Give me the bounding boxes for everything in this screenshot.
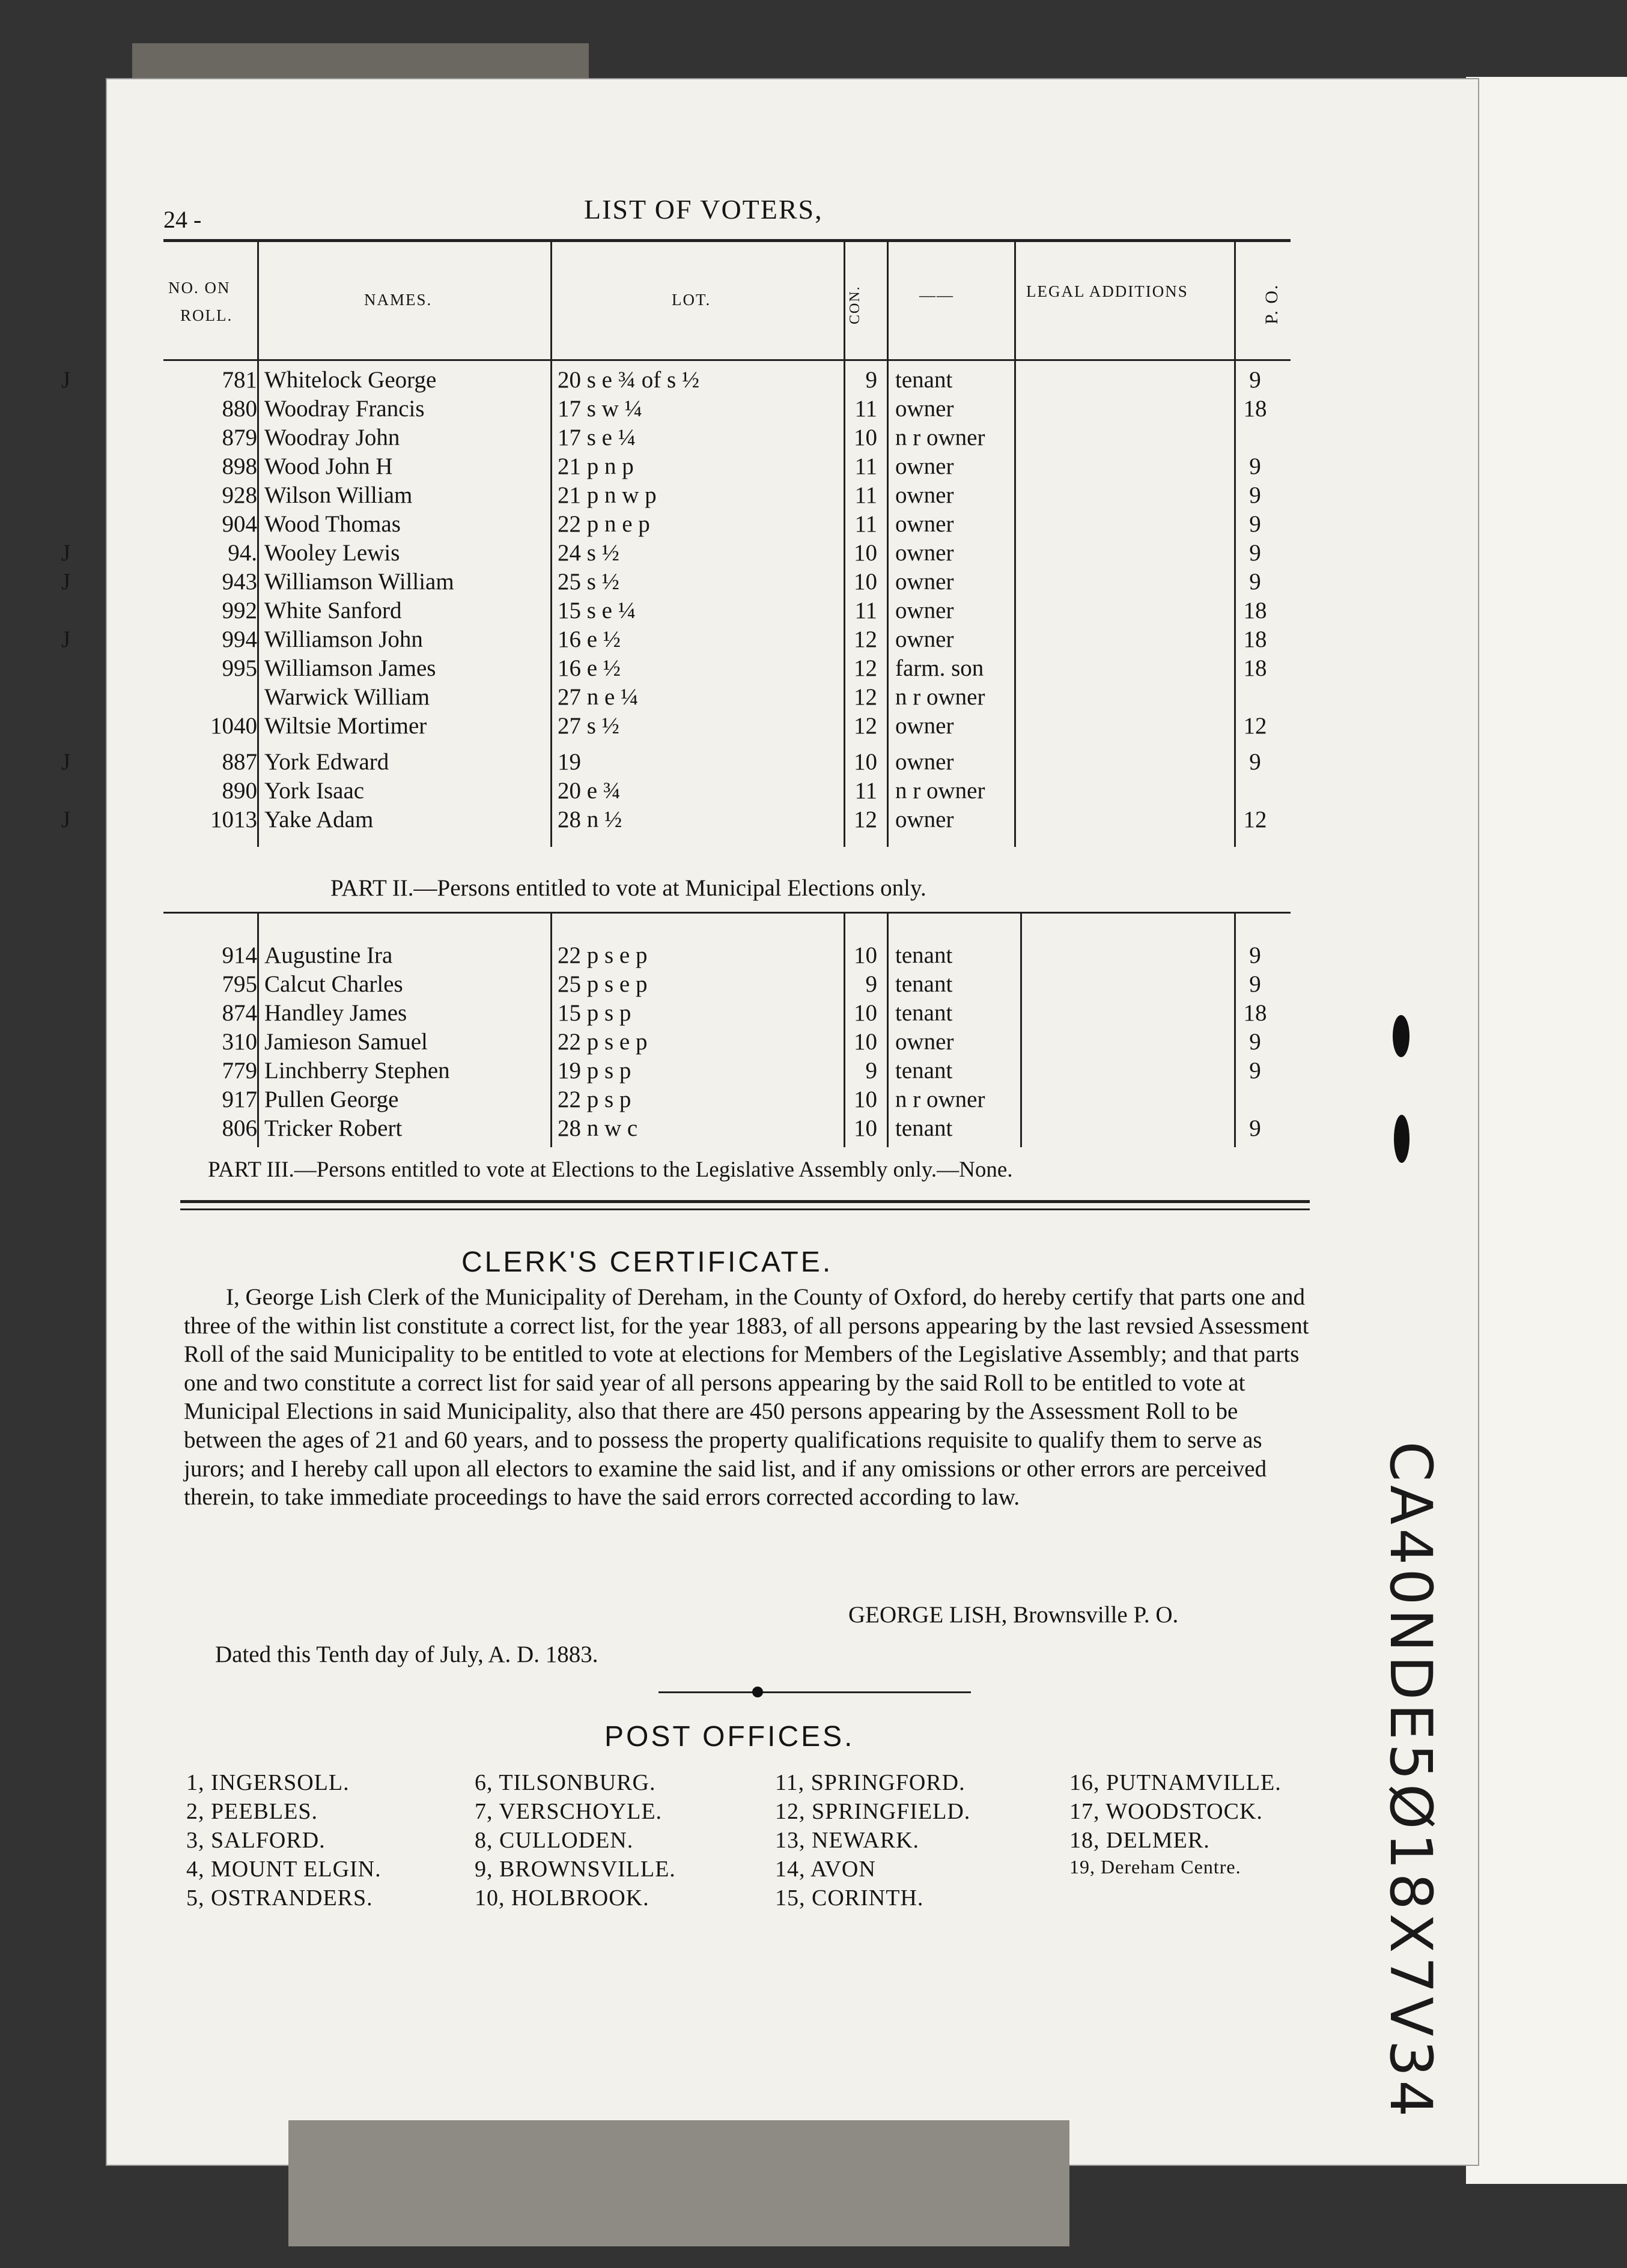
cell-no: 781 [222, 367, 257, 393]
cell-name: Williamson William [264, 569, 454, 595]
header-dash: —— [919, 286, 954, 304]
post-office-item: 3, SALFORD. [186, 1828, 326, 1853]
cell-name: Handley James [264, 1000, 407, 1026]
cell-lot: 22 p n e p [558, 511, 650, 537]
table-row [0, 1086, 1371, 1115]
cell-con: 12 [854, 655, 877, 681]
table-top-rule [163, 239, 1291, 242]
cell-no: 880 [222, 396, 257, 422]
cell-po: 12 [1243, 807, 1267, 832]
table-row [0, 971, 1371, 999]
post-office-item: 5, OSTRANDERS. [186, 1885, 373, 1911]
cell-po: 9 [1249, 482, 1261, 508]
cell-no: 310 [222, 1029, 257, 1055]
table-row [0, 806, 1371, 835]
post-office-item: 4, MOUNT ELGIN. [186, 1857, 382, 1882]
cell-lot: 19 p s p [558, 1058, 631, 1084]
cell-lot: 20 e ¾ [558, 778, 621, 804]
cell-name: Woodray Francis [264, 396, 425, 422]
cell-con: 10 [854, 1087, 877, 1112]
cell-lot: 22 p s p [558, 1087, 631, 1112]
cell-status: tenant [895, 367, 953, 393]
table-row [0, 424, 1371, 453]
cell-status: owner [895, 453, 954, 479]
cell-no: 94. [228, 540, 257, 566]
cell-name: Woodray John [264, 425, 400, 450]
post-office-item: 12, SPRINGFIELD. [775, 1799, 971, 1824]
page-title: LIST OF VOTERS, [584, 194, 823, 225]
header-roll: ROLL. [180, 306, 233, 324]
post-office-item: 16, PUTNAMVILLE. [1069, 1770, 1282, 1795]
table-row [0, 748, 1371, 777]
part3-heading: PART III.—Persons entitled to vote at Elections to the Legislative Assembly only.—None. [208, 1157, 1013, 1182]
table-row [0, 999, 1371, 1028]
cell-no: 874 [222, 1000, 257, 1026]
table-row [0, 777, 1371, 806]
cell-lot: 16 e ½ [558, 626, 621, 652]
cell-po: 18 [1243, 1000, 1267, 1026]
cell-lot: 16 e ½ [558, 655, 621, 681]
cell-status: n r owner [895, 684, 985, 710]
table-row [0, 712, 1371, 741]
cell-name: Williamson John [264, 626, 423, 652]
cell-name: Linchberry Stephen [264, 1058, 450, 1084]
cell-con: 11 [854, 482, 877, 508]
cell-no: 1040 [210, 713, 257, 739]
cell-po: 9 [1249, 942, 1261, 968]
table-row [0, 597, 1371, 626]
cell-status: tenant [895, 1058, 953, 1084]
table-row [0, 366, 1371, 395]
cell-lot: 19 [558, 749, 581, 775]
cell-po: 18 [1243, 598, 1267, 623]
post-office-item: 19, Dereham Centre. [1069, 1856, 1241, 1878]
post-office-item: 7, VERSCHOYLE. [475, 1799, 663, 1824]
cell-status: n r owner [895, 425, 985, 450]
cell-po: 9 [1249, 511, 1261, 537]
cell-po: 12 [1243, 713, 1267, 739]
cell-po: 9 [1249, 749, 1261, 775]
cell-con: 12 [854, 626, 877, 652]
cell-con: 10 [854, 1000, 877, 1026]
table-row [0, 1057, 1371, 1086]
cell-flag: J [61, 807, 71, 832]
cell-lot: 21 p n w p [558, 482, 657, 508]
certificate-body [184, 1283, 1319, 1512]
cell-no: 890 [222, 778, 257, 804]
double-rule-top [180, 1200, 1310, 1203]
post-office-item: 8, CULLODEN. [475, 1828, 634, 1853]
cell-lot: 22 p s e p [558, 1029, 648, 1055]
cell-no: 995 [222, 655, 257, 681]
cell-status: owner [895, 713, 954, 739]
cell-lot: 22 p s e p [558, 942, 648, 968]
bottom-tape [288, 2120, 1069, 2246]
post-office-item: 1, INGERSOLL. [186, 1770, 350, 1795]
cell-con: 12 [854, 807, 877, 832]
post-office-item: 17, WOODSTOCK. [1069, 1799, 1263, 1824]
header-con: CON. [847, 285, 863, 324]
cell-flag: J [61, 626, 71, 652]
handwritten-annotation: CA40NDE5Ø18X7V34 [1377, 1441, 1444, 2121]
cell-con: 11 [854, 453, 877, 479]
post-office-item: 9, BROWNSVILLE. [475, 1857, 676, 1882]
cell-name: Augustine Ira [264, 942, 393, 968]
cell-status: owner [895, 569, 954, 595]
table-row [0, 1115, 1371, 1144]
cell-lot: 20 s e ¾ of s ½ [558, 367, 700, 393]
certificate-title: CLERK'S CERTIFICATE. [461, 1246, 833, 1278]
cell-no: 928 [222, 482, 257, 508]
cell-status: owner [895, 482, 954, 508]
cell-flag: J [61, 569, 71, 595]
table-row [0, 684, 1371, 712]
cell-po: 18 [1243, 626, 1267, 652]
cell-con: 10 [854, 569, 877, 595]
ornament-rule [658, 1691, 971, 1693]
cell-lot: 24 s ½ [558, 540, 619, 566]
cell-con: 10 [854, 425, 877, 450]
cell-status: owner [895, 540, 954, 566]
cell-con: 11 [854, 511, 877, 537]
cell-status: owner [895, 598, 954, 623]
cell-name: Wiltsie Mortimer [264, 713, 427, 739]
cell-name: White Sanford [264, 598, 402, 623]
cell-status: owner [895, 807, 954, 832]
cell-status: tenant [895, 971, 953, 997]
post-office-item: 6, TILSONBURG. [475, 1770, 656, 1795]
cell-po: 9 [1249, 1029, 1261, 1055]
ink-smudge-lower [1394, 1115, 1410, 1163]
ink-smudge-upper [1393, 1015, 1410, 1057]
cell-con: 12 [854, 684, 877, 710]
table-row [0, 453, 1371, 482]
cell-status: farm. son [895, 655, 984, 681]
cell-no: 943 [222, 569, 257, 595]
cell-con: 11 [854, 396, 877, 422]
table-row [0, 655, 1371, 684]
cell-flag: J [61, 540, 71, 566]
cell-po: 9 [1249, 1115, 1261, 1141]
table-row [0, 626, 1371, 655]
cell-no: 1013 [210, 807, 257, 832]
cell-lot: 25 p s e p [558, 971, 648, 997]
header-no-on: NO. ON [168, 279, 231, 297]
certificate-signature: GEORGE LISH, Brownsville P. O. [848, 1602, 1179, 1628]
cell-status: owner [895, 626, 954, 652]
cell-name: Pullen George [264, 1087, 399, 1112]
post-office-item: 2, PEEBLES. [186, 1799, 318, 1824]
cell-name: Wood Thomas [264, 511, 401, 537]
cell-name: York Isaac [264, 778, 365, 804]
cell-no: 992 [222, 598, 257, 623]
cell-lot: 17 s e ¼ [558, 425, 636, 450]
cell-name: Wooley Lewis [264, 540, 400, 566]
cell-no: 795 [222, 971, 257, 997]
post-office-item: 18, DELMER. [1069, 1828, 1210, 1853]
cell-no: 904 [222, 511, 257, 537]
header-names: NAMES. [364, 291, 433, 309]
cell-con: 10 [854, 749, 877, 775]
cell-name: Tricker Robert [264, 1115, 403, 1141]
cell-lot: 27 s ½ [558, 713, 619, 739]
cell-name: Warwick William [264, 684, 430, 710]
cell-name: Whitelock George [264, 367, 437, 393]
cell-lot: 17 s w ¼ [558, 396, 642, 422]
table-row [0, 482, 1371, 511]
cell-po: 9 [1249, 971, 1261, 997]
cell-name: Williamson James [264, 655, 436, 681]
cell-con: 10 [854, 1029, 877, 1055]
table-row [0, 942, 1371, 971]
cell-status: owner [895, 749, 954, 775]
cell-status: owner [895, 511, 954, 537]
cell-lot: 15 s e ¼ [558, 598, 636, 623]
cell-lot: 15 p s p [558, 1000, 631, 1026]
cell-no: 917 [222, 1087, 257, 1112]
certificate-text: I, George Lish Clerk of the Municipality of Dereham, in the County of Oxford, do hereby certify that parts one and three of the within list constitute a correct list, for the year 1883, of all persons appearing by the last revsied Assessment Roll of the said Municipality to be entitled to vote at elections for Members of the Legislative Assembly; and that parts one and two constitute a correct list for said year of all persons appearing by the said Roll to be entitled to vote at Municipal Elections in said Municipality, also that there are 450 persons appearing by the Assessment Roll to be between the ages of 21 and 60 years, and to possess the property qualifications requisite to qualify them to serve as jurors; and I hereby call upon all electors to examine the said list, and if any omissions or other errors are perceived therein, to take immediate proceedings to have the said errors corrected according to law. [184, 1284, 1309, 1511]
cell-po: 9 [1249, 540, 1261, 566]
cell-name: Wilson William [264, 482, 413, 508]
cell-lot: 27 n e ¼ [558, 684, 639, 710]
cell-no: 994 [222, 626, 257, 652]
cell-con: 12 [854, 713, 877, 739]
cell-status: tenant [895, 1000, 953, 1026]
post-office-item: 10, HOLBROOK. [475, 1885, 649, 1911]
header-lot: LOT. [672, 291, 711, 309]
post-office-item: 11, SPRINGFORD. [775, 1770, 966, 1795]
cell-po: 9 [1249, 367, 1261, 393]
cell-flag: J [61, 367, 71, 393]
cell-status: tenant [895, 942, 953, 968]
cell-no: 779 [222, 1058, 257, 1084]
table-row [0, 539, 1371, 568]
cell-lot: 25 s ½ [558, 569, 619, 595]
cell-status: tenant [895, 1115, 953, 1141]
part2-top-rule [163, 912, 1291, 914]
cell-name: York Edward [264, 749, 389, 775]
cell-con: 11 [854, 598, 877, 623]
certificate-date: Dated this Tenth day of July, A. D. 1883. [215, 1642, 598, 1667]
cell-status: n r owner [895, 1087, 985, 1112]
cell-con: 10 [854, 540, 877, 566]
cell-no: 806 [222, 1115, 257, 1141]
ornament-dot [752, 1687, 763, 1697]
cell-no: 879 [222, 425, 257, 450]
post-office-item: 14, AVON [775, 1857, 876, 1882]
cell-no: 914 [222, 942, 257, 968]
cell-status: owner [895, 1029, 954, 1055]
cell-po: 9 [1249, 1058, 1261, 1084]
table-row [0, 568, 1371, 597]
cell-po: 18 [1243, 396, 1267, 422]
cell-status: owner [895, 396, 954, 422]
double-rule-bottom [180, 1208, 1310, 1210]
cell-con: 9 [865, 367, 877, 393]
post-offices-title: POST OFFICES. [604, 1721, 855, 1753]
cell-name: Jamieson Samuel [264, 1029, 428, 1055]
cell-no: 887 [222, 749, 257, 775]
table-row [0, 1028, 1371, 1057]
cell-no: 898 [222, 453, 257, 479]
table-row [0, 511, 1371, 539]
page-number: 24 - [163, 206, 202, 233]
cell-name: Calcut Charles [264, 971, 403, 997]
cell-name: Wood John H [264, 453, 393, 479]
header-rule [163, 359, 1291, 361]
cell-con: 10 [854, 1115, 877, 1141]
cell-lot: 28 n ½ [558, 807, 622, 832]
cell-con: 11 [854, 778, 877, 804]
cell-con: 9 [865, 971, 877, 997]
cell-con: 10 [854, 942, 877, 968]
cell-po: 9 [1249, 569, 1261, 595]
cell-status: n r owner [895, 778, 985, 804]
cell-lot: 21 p n p [558, 453, 634, 479]
header-legal-additions: LEGAL ADDITIONS [1026, 282, 1188, 300]
cell-name: Yake Adam [264, 807, 374, 832]
cell-lot: 28 n w c [558, 1115, 638, 1141]
cell-po: 18 [1243, 655, 1267, 681]
cell-con: 9 [865, 1058, 877, 1084]
post-office-item: 15, CORINTH. [775, 1885, 924, 1911]
cell-flag: J [61, 749, 71, 775]
post-office-item: 13, NEWARK. [775, 1828, 920, 1853]
table-row [0, 395, 1371, 424]
adjacent-page [1466, 77, 1627, 2184]
header-po: P. O. [1262, 284, 1282, 324]
cell-po: 9 [1249, 453, 1261, 479]
part2-heading: PART II.—Persons entitled to vote at Municipal Elections only. [330, 875, 926, 901]
